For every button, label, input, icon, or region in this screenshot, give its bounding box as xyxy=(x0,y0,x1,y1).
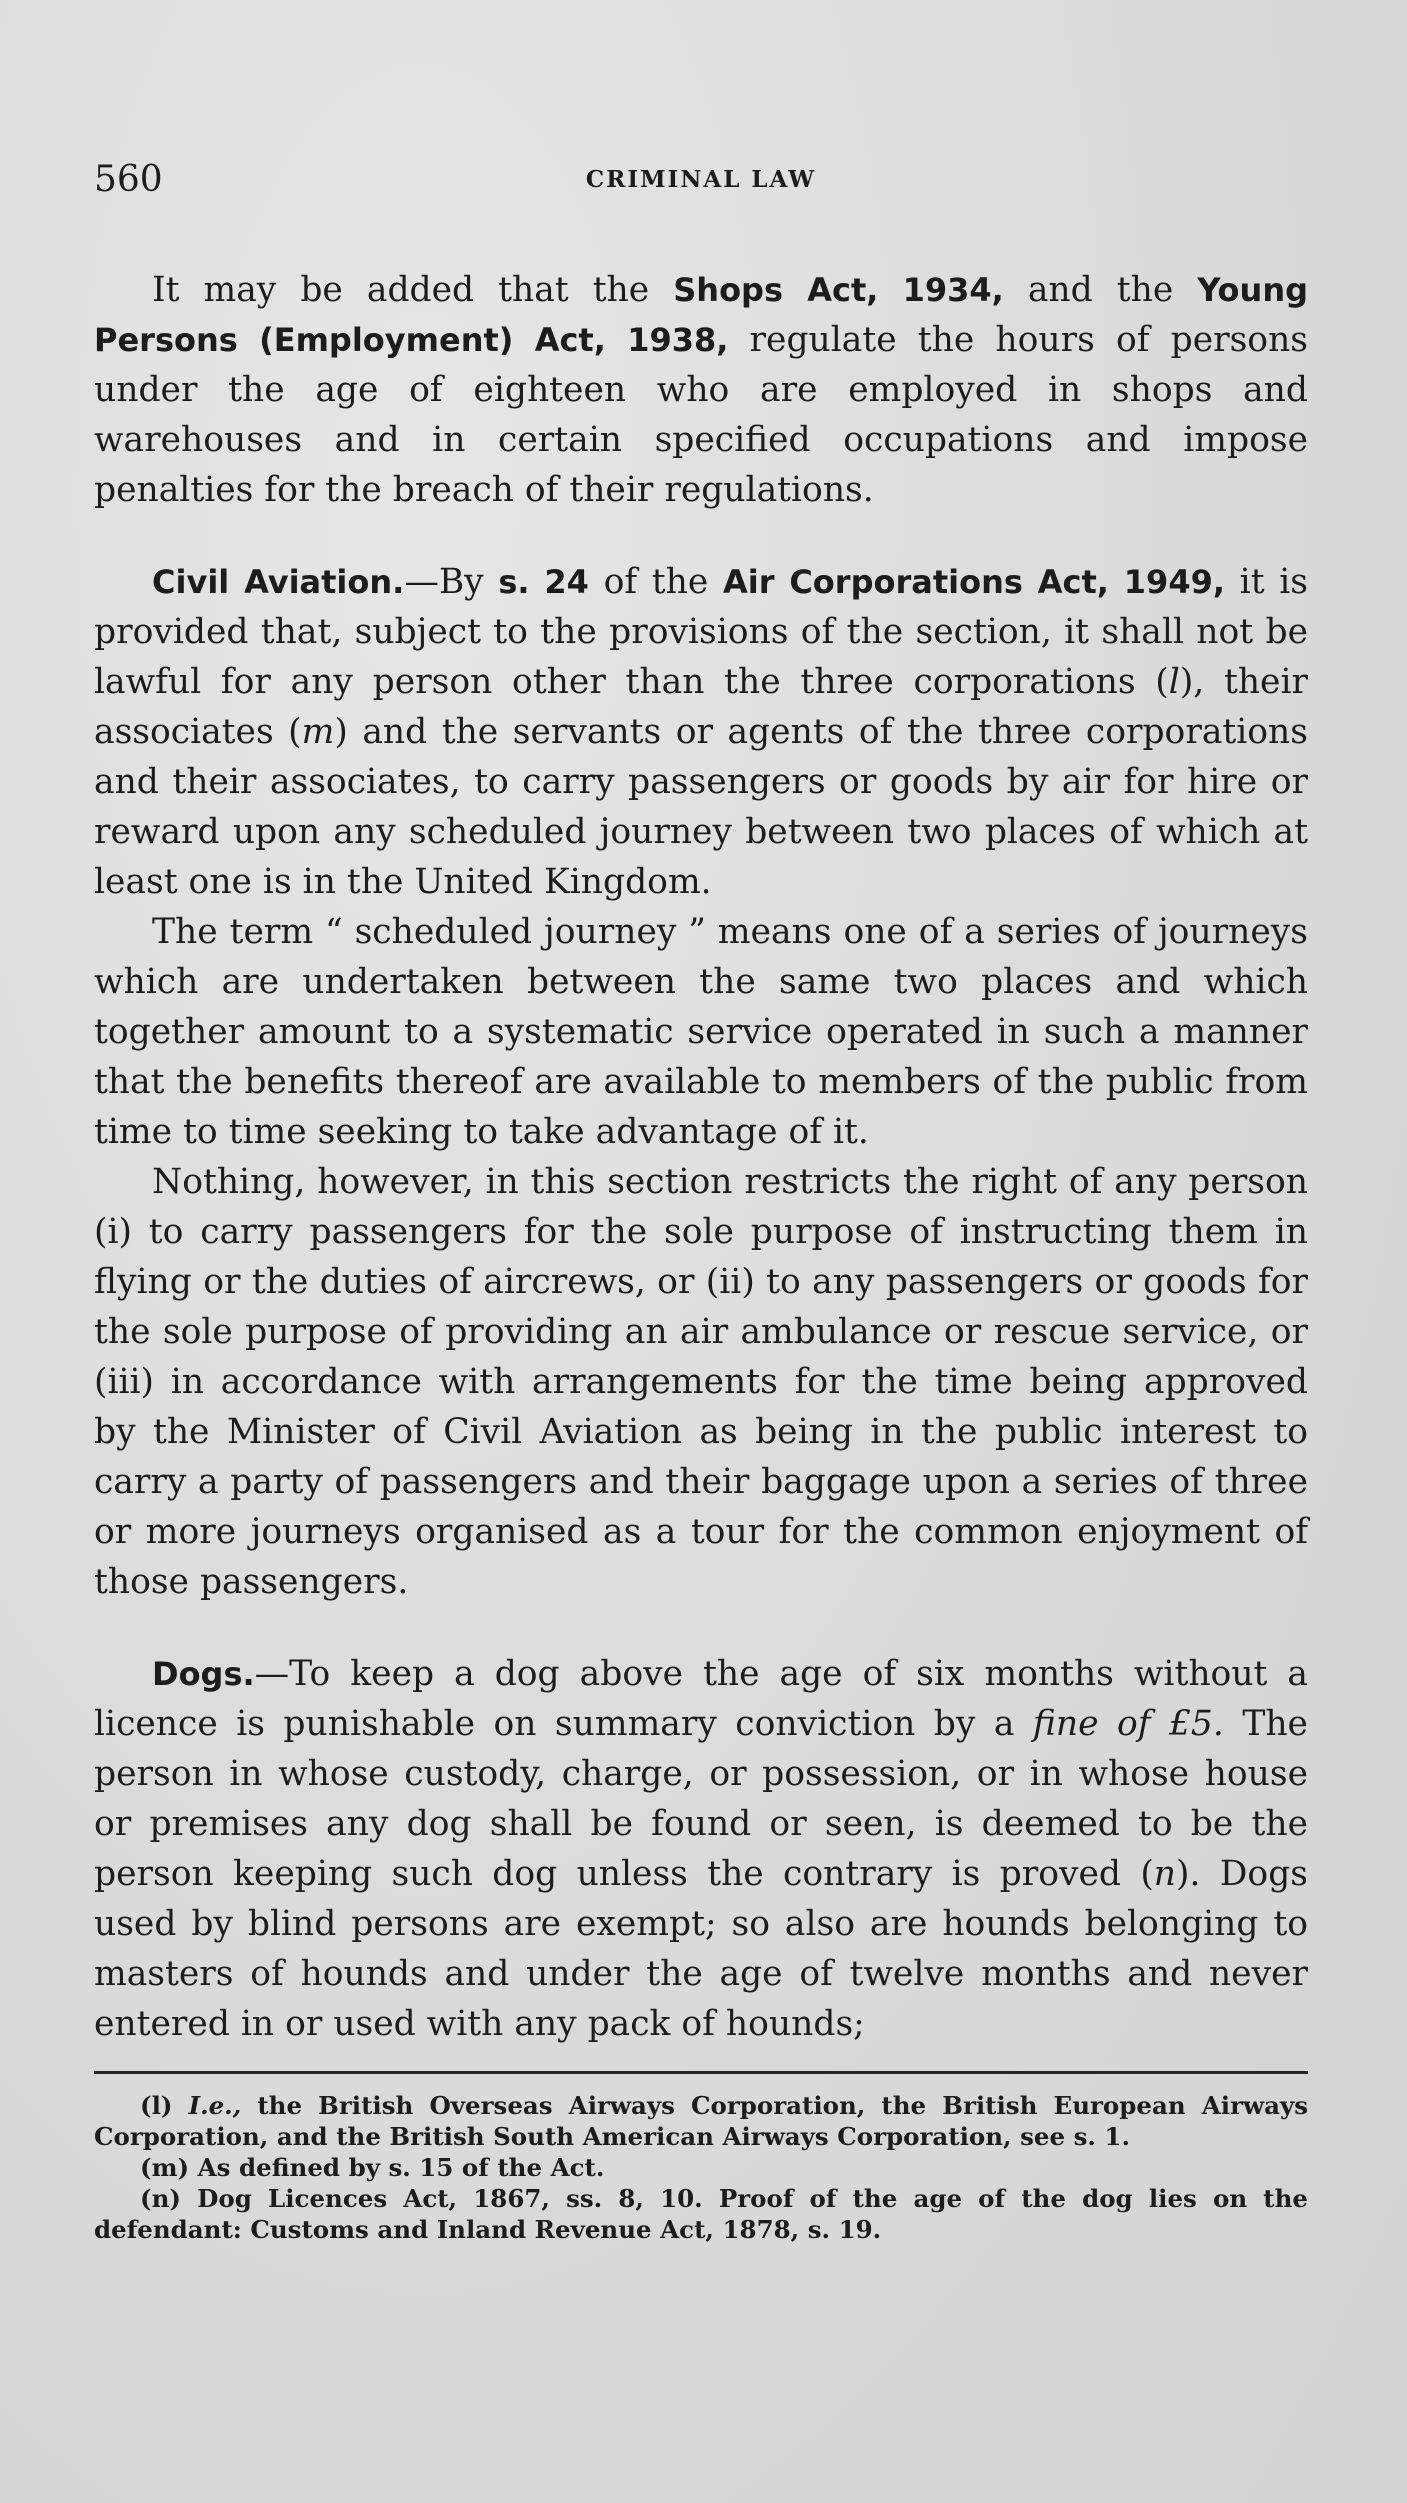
body-text xyxy=(94,265,1308,2049)
footnote-divider xyxy=(94,2071,1308,2074)
footnote-text: Dog Licences Act, 1867, ss. 8, 10. Proof of the age of the dog lies on the defendant: Customs and Inland Revenue Act, 1878, s. 19. xyxy=(94,2184,1308,2244)
section-heading-dogs: Dogs. xyxy=(152,1655,255,1693)
text-run: and the xyxy=(1003,270,1198,310)
text-run: —By xyxy=(404,562,499,602)
text-run: of the xyxy=(588,562,723,602)
footnote-ref-n: n xyxy=(1153,1854,1177,1894)
paragraph-scheduled-journey: The term “ scheduled journey ” means one of a series of journeys which are undertaken between the same two places and which together amount to a systematic service operated in such a manner that the benefits thereof are available to members of the public from time to time seeking to take advantage of it. xyxy=(94,912,1308,1152)
footnote-ref-m: m xyxy=(301,712,335,752)
footnote-l xyxy=(94,2090,1308,2152)
penalty-text: fine of £5. xyxy=(1032,1704,1224,1744)
footnote-mark: (n) xyxy=(140,2184,181,2213)
footnote-lead: I.e., xyxy=(188,2091,242,2120)
paragraph-exceptions: Nothing, however, in this section restricts the right of any person (i) to carry passengers for the sole purpose of instructing them in flying or the duties of aircrews, or (ii) to any passengers or goods for the sole purpose of providing an air ambulance or rescue service, or (iii) in accordance with arrangements for the time being approved by the Minister of Civil Aviation as being in the public interest to carry a party of passengers and their baggage upon a series of three or more journeys organised as a tour for the common enjoyment of those passengers. xyxy=(94,1162,1308,1602)
footnote-mark: (l) xyxy=(140,2091,173,2120)
footnote-text: As defined by s. 15 of the Act. xyxy=(189,2153,605,2182)
footnote-mark: (m) xyxy=(140,2153,190,2182)
text-run: ), their associates ( xyxy=(94,662,1309,752)
act-citation: Young Persons (Employment) Act, 1938, xyxy=(94,271,1308,359)
paragraph-shops-act xyxy=(94,265,1308,515)
footnote-text: the British Overseas Airways Corporation, the British European Airways Corporation, and the British South American Airways Corporation, see s. 1. xyxy=(94,2091,1308,2151)
text-run: It may be added that the xyxy=(152,270,674,310)
footnotes xyxy=(94,2090,1308,2245)
paragraph-dogs xyxy=(94,1649,1308,2049)
text-run: regulate the hours of persons under the age of eighteen who are employed in shops and warehouses and in certain specified occupations and impose penalties for the breach of their regulations. xyxy=(94,320,1309,510)
text-run: —To keep a dog above the age of six months without a licence is punishable on summary conviction by a xyxy=(94,1654,1308,1744)
text-run: ). Dogs used by blind persons are exempt; so also are hounds belonging to masters of hounds and under the age of twelve months and never entered in or used with any pack of hounds; xyxy=(94,1854,1308,2044)
text-run: ) and the servants or agents of the three corporations and their associates, to carry passengers or goods by air for hire or reward upon any scheduled journey between two places of which at least one is in the United Kingdom. xyxy=(94,712,1308,902)
act-citation: Shops Act, 1934, xyxy=(673,271,1004,309)
text-run: The person in whose custody, charge, or possession, or in whose house or premises any dog shall be found or seen, is deemed to be the person keeping such dog unless the contrary is proved ( xyxy=(94,1704,1308,1894)
book-page xyxy=(94,150,1308,2245)
page-number: 560 xyxy=(94,159,163,200)
footnote-ref-l: l xyxy=(1168,662,1180,702)
footnote-m xyxy=(94,2152,1308,2183)
text-run: it is provided that, subject to the provisions of the section, it shall not be lawful for any person other than the three corporations ( xyxy=(94,562,1308,702)
footnote-n xyxy=(94,2183,1308,2245)
paragraph-civil-aviation xyxy=(94,557,1308,907)
section-heading-civil-aviation: Civil Aviation. xyxy=(152,563,405,601)
section-citation: s. 24 xyxy=(498,563,589,601)
running-title: CRIMINAL LAW xyxy=(585,166,817,193)
running-head xyxy=(94,150,1308,210)
act-citation: Air Corporations Act, 1949, xyxy=(722,563,1226,601)
